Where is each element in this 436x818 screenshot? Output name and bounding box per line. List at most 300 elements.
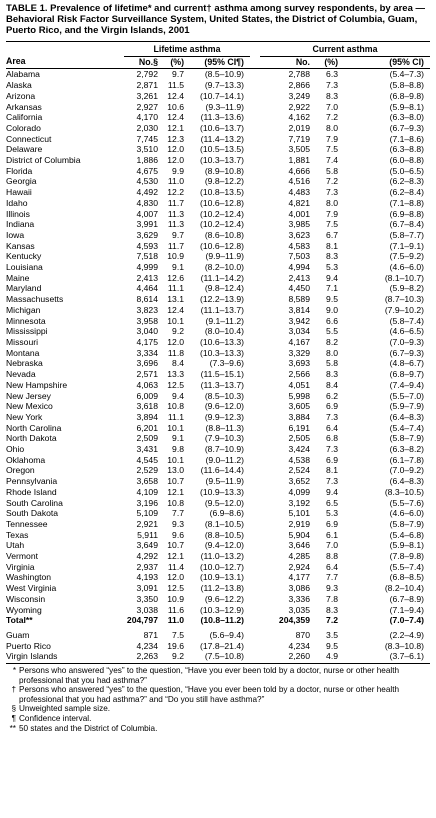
pct-lifetime-cell: 7.5 <box>172 629 184 640</box>
table-row <box>6 241 430 252</box>
column-gap <box>250 209 260 220</box>
ci-current-cell: (5.0–6.5) <box>389 165 424 176</box>
area-cell: Virgin Islands <box>6 651 124 663</box>
pct-lifetime-cell: 11.7 <box>167 197 184 208</box>
pct-current-cell: 6.3 <box>326 69 338 80</box>
column-gap <box>250 144 260 155</box>
no-current-cell: 5,101 <box>288 508 310 519</box>
no-lifetime-cell: 4,675 <box>136 165 158 176</box>
no-lifetime-cell: 4,175 <box>136 336 158 347</box>
table-row <box>6 433 430 444</box>
ci-current-cell: (7.4–9.4) <box>389 379 424 390</box>
area-cell: Wisconsin <box>6 593 46 604</box>
no-current-cell: 2,413 <box>288 272 310 283</box>
table-row <box>6 166 430 177</box>
column-gap <box>250 487 260 498</box>
no-lifetime-cell: 5,911 <box>137 529 158 540</box>
column-gap <box>250 455 260 466</box>
ci-current-cell: (4.8–6.7) <box>389 358 424 369</box>
area-cell: Mississippi <box>6 326 48 337</box>
no-lifetime-cell: 2,030 <box>136 122 158 133</box>
table-row <box>6 112 430 123</box>
ci-lifetime-cell: (11.1–13.7) <box>200 304 244 315</box>
pct-lifetime-cell: 11.7 <box>167 240 184 251</box>
area-cell: Illinois <box>6 208 30 219</box>
pct-lifetime-cell: 9.2 <box>172 326 184 337</box>
pct-current-cell: 5.8 <box>326 358 338 369</box>
ci-current-cell: (7.1–9.1) <box>389 240 424 251</box>
ci-current-cell: (4.6–6.5) <box>389 326 424 337</box>
ci-lifetime-cell: (10.6–13.7) <box>200 122 244 133</box>
pct-lifetime-cell: 10.1 <box>167 422 184 433</box>
table-row <box>6 80 430 91</box>
ci-lifetime-cell: (9.8–12.2) <box>204 176 244 187</box>
pct-current-cell: 6.9 <box>326 401 338 412</box>
pct-lifetime-cell: 10.1 <box>167 315 184 326</box>
ci-current-cell: (6.3–8.0) <box>389 112 424 123</box>
table-row <box>6 102 430 113</box>
pct-current-cell: 9.4 <box>326 486 338 497</box>
column-header-ci-current: (95% CI) <box>338 56 430 69</box>
pct-current-cell: 7.2 <box>326 112 338 123</box>
column-header-no-lifetime: No.§ <box>124 56 158 69</box>
area-cell: New York <box>6 411 43 422</box>
pct-current-cell: 6.4 <box>326 561 338 572</box>
pct-lifetime-cell: 11.5 <box>167 80 184 91</box>
ci-current-cell: (7.1–8.8) <box>389 197 424 208</box>
ci-lifetime-cell: (8.6–10.8) <box>204 229 244 240</box>
area-cell: Nebraska <box>6 358 43 369</box>
pct-current-cell: 5.5 <box>326 326 338 337</box>
pct-current-cell: 7.5 <box>326 219 338 230</box>
table-row <box>6 198 430 209</box>
column-gap <box>250 219 260 230</box>
total-row <box>6 615 430 626</box>
area-cell: Kansas <box>6 240 35 251</box>
area-cell: Michigan <box>6 304 41 315</box>
ci-current-cell: (6.8–9.7) <box>389 369 424 380</box>
column-gap <box>250 562 260 573</box>
no-lifetime-cell: 3,431 <box>136 444 158 455</box>
ci-lifetime-cell: (9.8–12.4) <box>204 283 244 294</box>
ci-lifetime-cell: (9.9–11.9) <box>205 251 244 262</box>
pct-lifetime-cell: 13.0 <box>167 465 184 476</box>
no-lifetime-cell: 2,921 <box>136 518 158 529</box>
pct-lifetime-cell: 11.0 <box>167 615 184 626</box>
no-current-cell: 4,285 <box>288 551 310 562</box>
no-current-cell: 4,450 <box>288 283 310 294</box>
area-cell: Colorado <box>6 122 41 133</box>
no-lifetime-cell: 4,292 <box>136 551 158 562</box>
ci-lifetime-cell: (9.6–12.2) <box>204 593 244 604</box>
area-cell: Wyoming <box>6 604 42 615</box>
no-current-cell: 1,881 <box>288 155 310 166</box>
ci-current-cell: (7.0–9.2) <box>389 465 424 476</box>
area-cell: California <box>6 112 43 123</box>
no-lifetime-cell: 2,937 <box>136 561 158 572</box>
no-lifetime-cell: 3,040 <box>136 326 158 337</box>
no-current-cell: 2,922 <box>288 101 310 112</box>
column-gap <box>250 176 260 187</box>
ci-lifetime-cell: (10.5–13.5) <box>200 144 244 155</box>
pct-current-cell: 8.0 <box>326 122 338 133</box>
ci-lifetime-cell: (11.4–13.2) <box>200 133 244 144</box>
table-row <box>6 412 430 423</box>
pct-current-cell: 7.0 <box>326 540 338 551</box>
ci-lifetime-cell: (17.8–21.4) <box>200 640 244 651</box>
no-lifetime-cell: 3,510 <box>136 144 158 155</box>
ci-current-cell: (7.5–9.2) <box>389 251 424 262</box>
pct-lifetime-cell: 12.0 <box>167 155 184 166</box>
no-lifetime-cell: 4,464 <box>136 283 158 294</box>
ci-lifetime-cell: (11.3–13.7) <box>200 379 244 390</box>
column-gap <box>250 80 260 91</box>
no-current-cell: 870 <box>295 629 310 640</box>
area-cell: Idaho <box>6 197 28 208</box>
table-row <box>6 605 430 616</box>
column-gap <box>250 605 260 616</box>
table-row <box>6 91 430 102</box>
ci-lifetime-cell: (11.3–13.6) <box>200 112 244 123</box>
pct-current-cell: 7.8 <box>326 593 338 604</box>
column-gap <box>250 326 260 337</box>
ci-current-cell: (8.2–10.4) <box>384 583 424 594</box>
column-header-area: Area <box>6 56 124 69</box>
no-lifetime-cell: 3,618 <box>136 401 158 412</box>
group-header-current: Current asthma <box>260 42 430 56</box>
no-current-cell: 4,583 <box>288 240 310 251</box>
ci-current-cell: (5.8–7.9) <box>389 518 424 529</box>
territory-row <box>6 626 430 641</box>
area-cell: Virginia <box>6 561 35 572</box>
no-current-cell: 3,652 <box>288 476 310 487</box>
no-current-cell: 4,162 <box>288 112 310 123</box>
pct-lifetime-cell: 12.3 <box>167 133 184 144</box>
column-gap <box>250 551 260 562</box>
no-lifetime-cell: 8,614 <box>136 294 158 305</box>
table-row <box>6 230 430 241</box>
column-gap <box>250 337 260 348</box>
no-current-cell: 4,177 <box>288 572 310 583</box>
area-cell: Oregon <box>6 465 35 476</box>
pct-lifetime-cell: 11.4 <box>167 561 184 572</box>
ci-current-cell: (6.7–8.4) <box>389 219 424 230</box>
no-lifetime-cell: 7,745 <box>136 133 158 144</box>
no-current-cell: 3,424 <box>288 444 310 455</box>
pct-current-cell: 8.1 <box>326 240 338 251</box>
pct-current-cell: 3.5 <box>326 629 338 640</box>
footnote-text: Persons who answered “yes” to the question, “Have you ever been told by a doctor, nurse or other health professional that you had asthma?” <box>19 666 400 685</box>
asthma-prevalence-table <box>6 41 430 664</box>
pct-lifetime-cell: 9.6 <box>172 529 184 540</box>
no-lifetime-cell: 3,658 <box>136 476 158 487</box>
ci-current-cell: (7.8–9.8) <box>389 551 424 562</box>
table-row <box>6 423 430 434</box>
table-row <box>6 123 430 134</box>
table-row <box>6 69 430 80</box>
footnote-text: Persons who answered “yes” to the question, “Have you ever been told by a doctor, nurse or other health professional that you had asthma?” and “Do you still have asthma?” <box>19 685 400 704</box>
pct-current-cell: 7.2 <box>326 615 338 626</box>
table-row <box>6 444 430 455</box>
pct-current-cell: 8.0 <box>326 197 338 208</box>
pct-current-cell: 6.9 <box>326 518 338 529</box>
no-current-cell: 3,505 <box>288 144 310 155</box>
pct-lifetime-cell: 10.7 <box>167 540 184 551</box>
pct-current-cell: 7.9 <box>326 208 338 219</box>
ci-lifetime-cell: (8.8–11.3) <box>205 422 244 433</box>
ci-current-cell: (5.5–7.4) <box>389 561 424 572</box>
pct-lifetime-cell: 12.1 <box>167 486 184 497</box>
no-current-cell: 4,001 <box>288 208 310 219</box>
pct-current-cell: 6.5 <box>326 497 338 508</box>
no-current-cell: 7,719 <box>288 133 310 144</box>
ci-current-cell: (6.0–8.8) <box>389 155 424 166</box>
pct-lifetime-cell: 12.5 <box>167 583 184 594</box>
pct-lifetime-cell: 9.9 <box>172 165 184 176</box>
area-cell: Texas <box>6 529 29 540</box>
footnote-text: 50 states and the District of Columbia. <box>19 723 158 733</box>
ci-lifetime-cell: (5.6–9.4) <box>209 629 244 640</box>
ci-lifetime-cell: (10.8–13.5) <box>200 187 244 198</box>
pct-lifetime-cell: 11.3 <box>167 219 184 230</box>
pct-current-cell: 6.7 <box>326 229 338 240</box>
area-cell: West Virginia <box>6 583 57 594</box>
no-current-cell: 2,866 <box>288 80 310 91</box>
no-current-cell: 3,985 <box>288 219 310 230</box>
ci-current-cell: (8.3–10.5) <box>384 486 424 497</box>
pct-current-cell: 8.8 <box>326 551 338 562</box>
ci-lifetime-cell: (10.6–12.8) <box>200 197 244 208</box>
no-current-cell: 7,503 <box>288 251 310 262</box>
area-cell: Nevada <box>6 369 36 380</box>
ci-lifetime-cell: (8.2–10.0) <box>204 262 244 273</box>
pct-lifetime-cell: 9.7 <box>172 229 184 240</box>
pct-current-cell: 9.5 <box>326 640 338 651</box>
footnote-text: Confidence interval. <box>19 714 92 724</box>
ci-lifetime-cell: (9.5–11.9) <box>205 476 244 487</box>
pct-current-cell: 5.3 <box>326 262 338 273</box>
column-gap <box>250 369 260 380</box>
ci-current-cell: (5.5–7.6) <box>389 497 424 508</box>
ci-current-cell: (6.8–8.5) <box>389 572 424 583</box>
area-cell: New Mexico <box>6 401 53 412</box>
column-gap <box>250 112 260 123</box>
table-row <box>6 219 430 230</box>
no-current-cell: 3,623 <box>288 229 310 240</box>
column-gap <box>250 626 260 641</box>
ci-lifetime-cell: (8.9–10.8) <box>204 165 244 176</box>
pct-current-cell: 6.6 <box>326 315 338 326</box>
no-current-cell: 3,329 <box>288 347 310 358</box>
footnote <box>6 666 431 685</box>
area-cell: Rhode Island <box>6 486 57 497</box>
pct-lifetime-cell: 8.4 <box>172 358 184 369</box>
pct-current-cell: 7.2 <box>326 176 338 187</box>
table-row <box>6 572 430 583</box>
ci-current-cell: (5.8–7.4) <box>389 315 424 326</box>
no-lifetime-cell: 2,529 <box>136 465 158 476</box>
ci-current-cell: (8.7–10.3) <box>384 294 424 305</box>
pct-lifetime-cell: 11.3 <box>167 208 184 219</box>
ci-lifetime-cell: (9.0–11.2) <box>205 454 244 465</box>
ci-current-cell: (5.9–8.1) <box>389 101 424 112</box>
no-lifetime-cell: 3,261 <box>136 90 158 101</box>
pct-current-cell: 8.3 <box>326 251 338 262</box>
table-row <box>6 251 430 262</box>
table-row <box>6 305 430 316</box>
ci-lifetime-cell: (9.5–12.0) <box>204 497 244 508</box>
table-row <box>6 337 430 348</box>
pct-lifetime-cell: 11.1 <box>167 411 184 422</box>
no-current-cell: 4,099 <box>288 486 310 497</box>
ci-current-cell: (6.8–9.8) <box>389 90 424 101</box>
ci-current-cell: (7.0–7.4) <box>389 615 424 626</box>
column-gap <box>250 651 260 663</box>
pct-lifetime-cell: 10.9 <box>167 593 184 604</box>
pct-current-cell: 6.8 <box>326 433 338 444</box>
no-current-cell: 8,589 <box>288 294 310 305</box>
pct-current-cell: 7.3 <box>326 476 338 487</box>
no-lifetime-cell: 3,196 <box>136 497 158 508</box>
ci-current-cell: (4.6–6.0) <box>389 262 424 273</box>
ci-current-cell: (5.4–7.4) <box>389 422 424 433</box>
table-row <box>6 369 430 380</box>
ci-current-cell: (5.9–7.9) <box>389 401 424 412</box>
no-lifetime-cell: 3,334 <box>136 347 158 358</box>
pct-lifetime-cell: 12.1 <box>167 551 184 562</box>
column-gap <box>250 305 260 316</box>
area-cell: Arizona <box>6 90 36 101</box>
column-gap <box>250 476 260 487</box>
no-lifetime-cell: 3,958 <box>136 315 158 326</box>
column-gap <box>250 273 260 284</box>
column-header-ci-lifetime: (95% CI¶) <box>184 56 250 69</box>
ci-lifetime-cell: (10.9–13.3) <box>200 486 244 497</box>
table-row <box>6 326 430 337</box>
table-row <box>6 583 430 594</box>
no-lifetime-cell: 3,894 <box>136 411 158 422</box>
table-row <box>6 262 430 273</box>
footnote <box>6 714 431 724</box>
table-row <box>6 144 430 155</box>
column-gap <box>250 583 260 594</box>
area-cell: South Carolina <box>6 497 63 508</box>
area-cell: Total** <box>6 615 33 626</box>
no-current-cell: 4,167 <box>288 336 310 347</box>
area-cell: Utah <box>6 540 25 551</box>
pct-lifetime-cell: 10.1 <box>167 454 184 465</box>
no-lifetime-cell: 3,091 <box>136 583 158 594</box>
area-cell: Alaska <box>6 80 32 91</box>
ci-lifetime-cell: (10.8–11.2) <box>200 615 244 626</box>
pct-lifetime-cell: 9.1 <box>172 262 184 273</box>
ci-current-cell: (6.3–8.8) <box>389 144 424 155</box>
no-current-cell: 204,359 <box>278 615 310 626</box>
column-gap <box>250 102 260 113</box>
column-header-no-current: No. <box>260 56 310 69</box>
table-row <box>6 134 430 145</box>
no-current-cell: 3,814 <box>288 304 310 315</box>
ci-lifetime-cell: (7.5–10.8) <box>184 651 250 663</box>
area-cell: Arkansas <box>6 101 42 112</box>
column-gap <box>250 241 260 252</box>
pct-lifetime-cell: 10.8 <box>167 497 184 508</box>
pct-lifetime-cell: 9.8 <box>172 444 184 455</box>
column-gap <box>250 401 260 412</box>
pct-lifetime-cell: 9.4 <box>172 390 184 401</box>
column-gap <box>250 540 260 551</box>
pct-current-cell: 7.3 <box>326 411 338 422</box>
pct-lifetime-cell: 12.0 <box>167 572 184 583</box>
ci-current-cell: (6.3–8.2) <box>389 444 424 455</box>
no-lifetime-cell: 1,886 <box>136 155 158 166</box>
no-current-cell: 2,505 <box>288 433 310 444</box>
ci-current-cell: (7.9–10.2) <box>384 304 424 315</box>
no-current-cell: 3,884 <box>288 411 310 422</box>
ci-current-cell: (8.3–10.8) <box>384 640 424 651</box>
column-gap <box>250 641 260 652</box>
table-row <box>6 209 430 220</box>
pct-current-cell: 7.9 <box>326 133 338 144</box>
no-current-cell: 3,034 <box>288 326 310 337</box>
territory-row <box>6 651 430 663</box>
area-cell: Massachusetts <box>6 294 64 305</box>
ci-lifetime-cell: (10.7–14.1) <box>200 90 244 101</box>
column-gap <box>250 198 260 209</box>
ci-lifetime-cell: (9.7–13.3) <box>204 80 244 91</box>
no-current-cell: 4,994 <box>288 262 310 273</box>
ci-lifetime-cell: (10.2–12.4) <box>200 208 244 219</box>
pct-current-cell: 7.3 <box>326 444 338 455</box>
no-lifetime-cell: 4,170 <box>136 112 158 123</box>
table-row <box>6 401 430 412</box>
area-cell: New Hampshire <box>6 379 68 390</box>
no-lifetime-cell: 2,927 <box>136 101 158 112</box>
no-lifetime-cell: 4,234 <box>136 640 158 651</box>
ci-current-cell: (5.5–7.0) <box>389 390 424 401</box>
no-current-cell: 3,942 <box>288 315 310 326</box>
no-current-cell: 4,821 <box>288 197 310 208</box>
ci-lifetime-cell: (11.2–13.8) <box>200 583 244 594</box>
column-gap <box>250 380 260 391</box>
area-cell: Missouri <box>6 336 38 347</box>
pct-lifetime-cell: 12.5 <box>167 379 184 390</box>
ci-current-cell: (5.8–8.8) <box>389 80 424 91</box>
table-row <box>6 594 430 605</box>
area-cell: Pennsylvania <box>6 476 58 487</box>
pct-lifetime-cell: 12.4 <box>167 90 184 101</box>
pct-lifetime-cell: 7.7 <box>172 508 184 519</box>
ci-lifetime-cell: (8.7–10.9) <box>204 444 244 455</box>
ci-current-cell: (5.8–7.7) <box>389 229 424 240</box>
column-gap <box>250 155 260 166</box>
area-cell: Hawaii <box>6 187 32 198</box>
table-row <box>6 391 430 402</box>
table-row <box>6 380 430 391</box>
area-cell: Connecticut <box>6 133 52 144</box>
pct-lifetime-cell: 12.4 <box>167 304 184 315</box>
pct-current-cell: 8.3 <box>326 604 338 615</box>
area-cell: Puerto Rico <box>6 640 51 651</box>
ci-current-cell: (6.7–9.3) <box>389 347 424 358</box>
area-cell: Maine <box>6 272 30 283</box>
table-row <box>6 551 430 562</box>
pct-current-cell: 8.3 <box>326 369 338 380</box>
no-current-cell: 3,086 <box>288 583 310 594</box>
no-lifetime-cell: 7,518 <box>136 251 158 262</box>
area-cell: South Dakota <box>6 508 59 519</box>
ci-lifetime-cell: (9.3–11.9) <box>205 101 244 112</box>
